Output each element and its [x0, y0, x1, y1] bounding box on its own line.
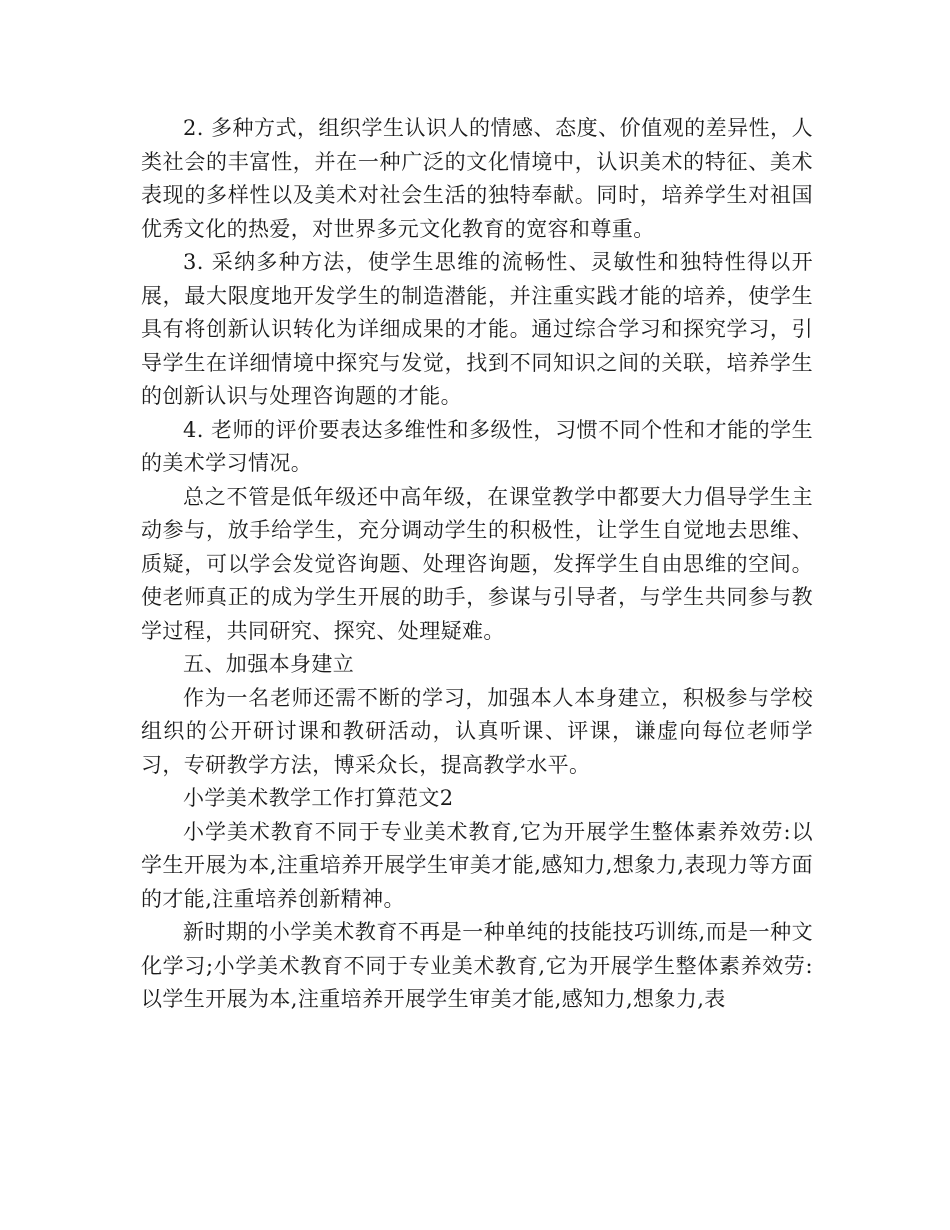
paragraph-new-era: 新时期的小学美术教育不再是一种单纯的技能技巧训练,而是一种文化学习;小学美术教育不同于专业美术教育,它为开展学生整体素养效劳:以学生开展为本,注重培养开展学生审美才能,感知力,想象力,表: [141, 920, 813, 1011]
paragraph-item-4: 4. 老师的评价要表达多维性和多级性，习惯不同个性和才能的学生的美术学习情况。: [141, 417, 813, 475]
paragraph-intro: 小学美术教育不同于专业美术教育,它为开展学生整体素养效劳:以学生开展为本,注重培养开展学生审美才能,感知力,想象力,表现力等方面的才能,注重培养创新精神。: [141, 819, 813, 911]
section-heading-5: 五、加强本身建立: [183, 652, 355, 676]
paragraph-self-improvement: 作为一名老师还需不断的学习，加强本人本身建立，积极参与学校组织的公开研讨课和教研活动，认真听课、评课，谦虚向每位老师学习，专研教学方法，博采众长，提高教学水平。: [141, 685, 813, 777]
paragraph-item-3: 3. 采纳多种方法，使学生思维的流畅性、灵敏性和独特性得以开展，最大限度地开发学生的制造潜能，并注重实践才能的培养，使学生具有将创新认识转化为详细成果的才能。通过综合学习和探究学习，引导学生在详细情境中探究与发觉，找到不同知识之间的关联，培养学生的创新认识与处理咨询题的才能。: [141, 250, 813, 408]
paragraph-item-2: 2. 多种方式，组织学生认识人的情感、态度、价值观的差异性，人类社会的丰富性，并在一种广泛的文化情境中，认识美术的特征、美术表现的多样性以及美术对社会生活的独特奉献。同时，培养学生对祖国优秀文化的热爱，对世界多元文化教育的宽容和尊重。: [141, 116, 813, 241]
document-body: [141, 112, 813, 1017]
article-title-2: 小学美术教学工作打算范文2: [183, 786, 454, 810]
paragraph-summary: 总之不管是低年级还中高年级，在课堂教学中都要大力倡导学生主动参与，放手给学生，充分调动学生的积极性，让学生自觉地去思维、质疑，可以学会发觉咨询题、处理咨询题，发挥学生自由思维的空间。使老师真正的成为学生开展的助手，参谋与引导者，与学生共同参与教学过程，共同研究、探究、处理疑难。: [141, 484, 813, 643]
